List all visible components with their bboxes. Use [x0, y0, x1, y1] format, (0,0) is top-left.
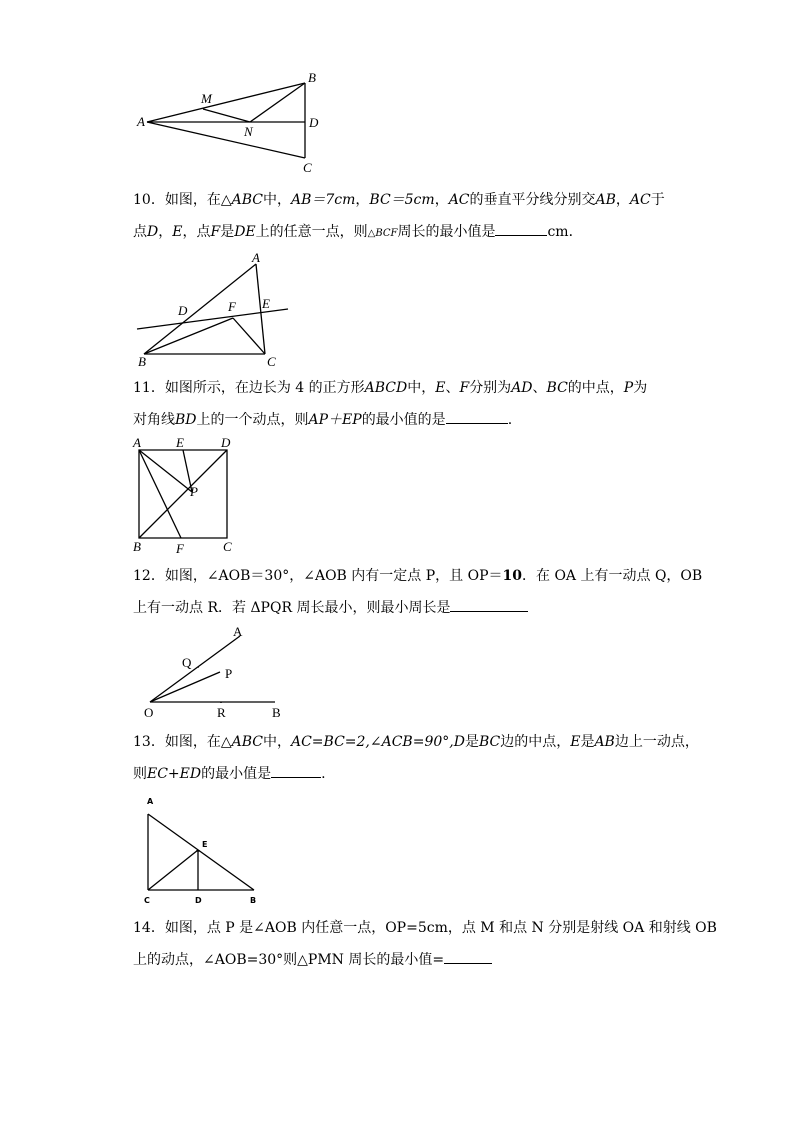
q10-text: ， — [158, 224, 173, 240]
q10-text: ， — [434, 192, 449, 208]
figure-q10 — [132, 248, 297, 370]
label-b: B — [138, 354, 146, 369]
label-m: M — [201, 91, 212, 106]
q10-text: 中， — [262, 192, 291, 208]
label-b: B — [272, 705, 281, 720]
label-d: D — [178, 303, 188, 318]
q10-ac: AC — [448, 192, 470, 208]
label-d: D — [309, 115, 319, 130]
label-a: A — [133, 435, 141, 450]
q10-text: ，点 — [182, 224, 211, 240]
q10-point-f: F — [210, 224, 221, 240]
label-n: N — [244, 124, 253, 139]
label-d: D — [195, 896, 202, 905]
q10-number: 10．如图，在 — [133, 192, 221, 208]
answer-blank[interactable] — [444, 946, 492, 964]
q10-triangle: △ABC — [220, 192, 263, 208]
label-c: C — [303, 160, 312, 175]
q13-side-bc: BC — [478, 734, 501, 750]
answer-blank[interactable] — [450, 594, 528, 612]
q13-point-e: E — [570, 734, 581, 750]
question-10-line-2 — [133, 216, 663, 248]
q11-expression: AP＋EP — [308, 412, 362, 428]
q13-text: 边的中点， — [500, 734, 571, 750]
q11-diagonal-bd: BD — [175, 412, 197, 428]
q11-text: 、 — [532, 380, 547, 396]
q13-condition: AC=BC=2,∠ACB=90°,D — [290, 734, 465, 750]
label-q: Q — [182, 655, 192, 670]
q10-text: 点 — [133, 224, 147, 240]
q10-text: ， — [615, 192, 630, 208]
q13-side-ab: AB — [594, 734, 615, 750]
q11-side-ad: AD — [511, 380, 533, 396]
answer-blank[interactable] — [271, 760, 321, 778]
q10-text: 于 — [650, 192, 665, 208]
q10-point-e: E — [172, 224, 183, 240]
q14-text: 14．如图，点 P 是∠AOB 内任意一点，OP=5cm，点 M 和点 N 分别是射线 OA 和射线 OB — [133, 920, 717, 936]
q11-square: ABCD — [364, 380, 408, 396]
label-e: E — [262, 296, 270, 311]
q11-point-p: P — [623, 380, 634, 396]
q10-ab-length: AB＝7cm — [290, 192, 356, 208]
q10-text: 是 — [220, 224, 235, 240]
q13-end: . — [321, 766, 326, 782]
q10-text: ， — [355, 192, 370, 208]
answer-blank[interactable] — [446, 406, 508, 424]
label-b: B — [133, 539, 141, 554]
q10-ab: AB — [595, 192, 616, 208]
q13-triangle: △ABC — [220, 734, 263, 750]
q10-text: 上的任意一点，则 — [255, 224, 368, 240]
q11-text: 中， — [407, 380, 436, 396]
q11-point-e: E — [435, 380, 446, 396]
question-11 — [133, 372, 663, 436]
question-14-line-1 — [133, 912, 717, 944]
q13-number: 13．如图，在 — [133, 734, 221, 750]
q10-triangle-bcf: △BCF — [367, 228, 398, 239]
question-13-line-1 — [133, 726, 699, 758]
q11-number: 11．如图所示，在边长为 4 的正方形 — [133, 380, 365, 396]
label-c: C — [144, 896, 150, 905]
label-e: E — [176, 435, 184, 450]
q13-expression: EC+ED — [147, 766, 202, 782]
q10-ac: AC — [629, 192, 651, 208]
q13-text: 则 — [133, 766, 147, 782]
question-11-line-1 — [133, 372, 663, 404]
q10-segment-de: DE — [234, 224, 256, 240]
question-12 — [133, 560, 703, 624]
label-c: C — [267, 354, 276, 369]
question-13 — [133, 726, 699, 790]
q10-text: 的垂直平分线分别交 — [469, 192, 596, 208]
q13-text: 是 — [464, 734, 479, 750]
question-14-line-2 — [133, 944, 663, 976]
label-f: F — [176, 541, 184, 556]
q11-end: . — [507, 412, 513, 428]
label-b: B — [308, 70, 316, 85]
label-b: B — [250, 896, 257, 905]
q11-text: 的中点， — [567, 380, 624, 396]
question-10-line-1 — [133, 184, 663, 216]
q11-text: 为 — [633, 380, 648, 396]
question-13-line-2 — [133, 758, 663, 790]
q10-point-d: D — [147, 224, 159, 240]
q10-unit: cm． — [547, 224, 583, 240]
q14-text: 上的动点，∠AOB=30°则△PMN 周长的最小值= — [133, 952, 445, 968]
question-12-line-2 — [133, 592, 663, 624]
q11-text: 对角线 — [133, 412, 175, 428]
figure-q12 — [140, 622, 300, 720]
question-12-line-1 — [133, 560, 703, 592]
label-d: D — [221, 435, 231, 450]
q12-text: ．在 OA 上有一动点 Q，OB — [522, 568, 703, 584]
q12-text: 上有一动点 R．若 ΔPQR 周长最小，则最小周长是 — [133, 600, 451, 616]
label-a: A — [147, 797, 154, 806]
q13-text: 边上一动点， — [614, 734, 699, 750]
q12-op-value: 10 — [502, 568, 522, 584]
label-a: A — [233, 624, 243, 639]
q10-bc-length: BC＝5cm — [369, 192, 435, 208]
question-14 — [133, 912, 717, 976]
figure-q13 — [140, 794, 270, 910]
q11-text: 上的一个动点，则 — [196, 412, 309, 428]
q11-text: 的最小值的是 — [361, 412, 446, 428]
q11-text: 分别为 — [469, 380, 512, 396]
q13-text: 是 — [580, 734, 595, 750]
label-r: R — [217, 705, 226, 720]
label-o: O — [144, 705, 154, 720]
question-10 — [133, 184, 663, 248]
q12-number: 12．如图，∠AOB＝30°，∠AOB 内有一定点 P，且 OP＝ — [133, 568, 503, 584]
answer-blank[interactable] — [495, 218, 547, 236]
figure-q11 — [130, 432, 240, 558]
q11-text: 、 — [445, 380, 460, 396]
q11-side-bc: BC — [546, 380, 568, 396]
q11-point-f: F — [459, 380, 470, 396]
label-a: A — [252, 250, 260, 265]
figure-q9 — [130, 66, 330, 178]
label-a: A — [137, 114, 145, 129]
q10-text: 周长的最小值是 — [397, 224, 496, 240]
label-p: P — [225, 666, 233, 681]
label-c: C — [223, 539, 232, 554]
label-p: P — [190, 484, 198, 499]
q13-text: 的最小值是 — [201, 766, 272, 782]
q13-text: 中， — [262, 734, 291, 750]
label-f: F — [228, 299, 236, 314]
label-e: E — [202, 840, 208, 849]
